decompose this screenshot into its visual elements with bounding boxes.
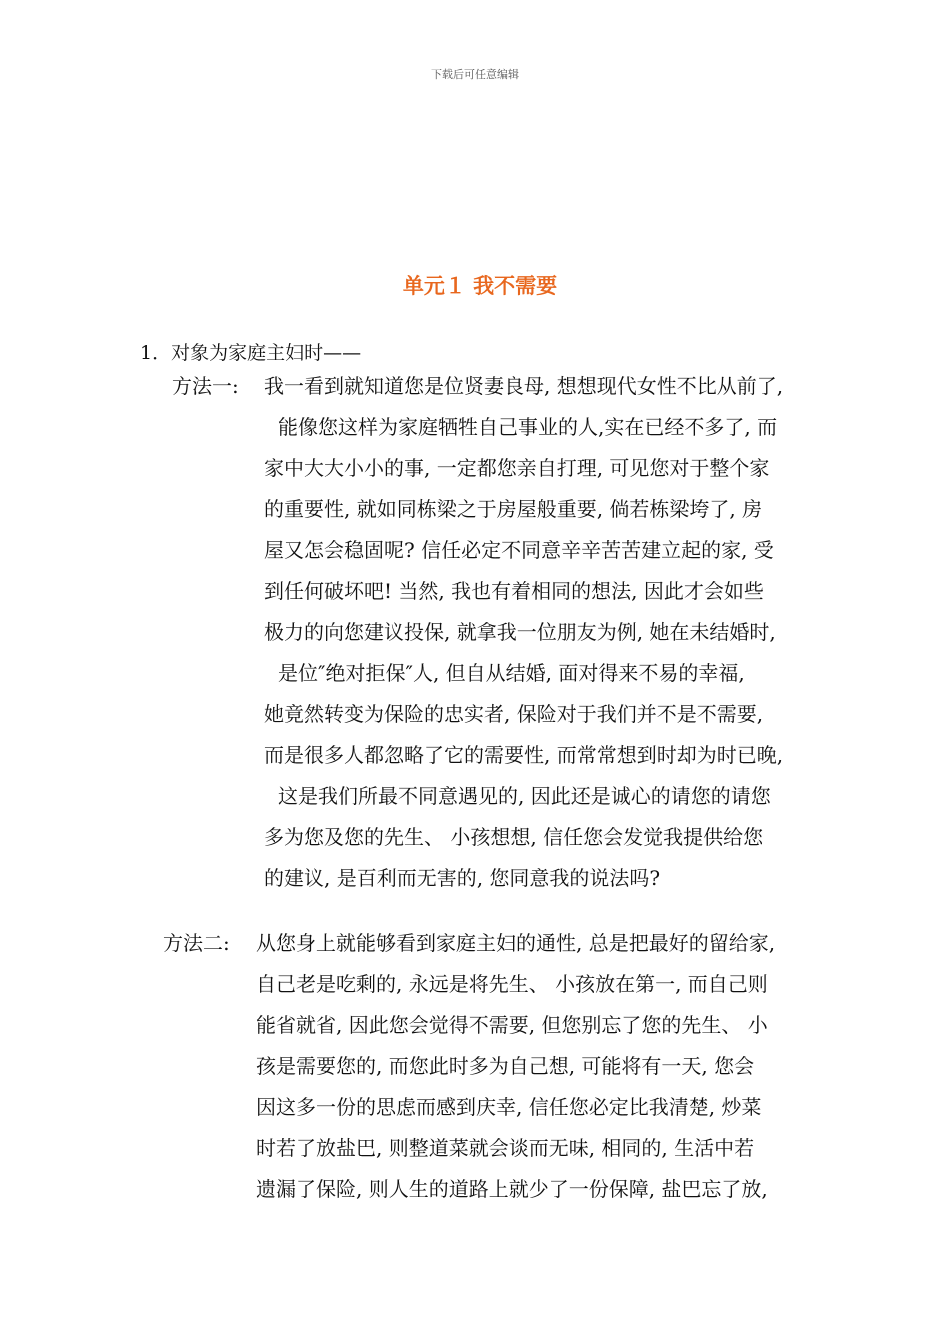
text-line: 家中大大小小的事, 一定都您亲自打理, 可见您对于整个家 [264,456,770,480]
text-line: 能省就省, 因此您会觉得不需要, 但您别忘了您的先生、 小 [256,1013,768,1037]
text-line: 孩是需要您的, 而您此时多为自己想, 可能将有一天, 您会 [256,1054,755,1078]
method-label: 方法二: [163,931,230,955]
text-line: 从您身上就能够看到家庭主妇的通性, 总是把最好的留给家, [256,931,776,955]
text-line: 自己老是吃剩的, 永远是将先生、 小孩放在第一, 而自己则 [256,972,768,996]
text-line: 因这多一份的思虑而感到庆幸, 信任您必定比我清楚, 炒菜 [256,1095,762,1119]
text-line: 是位″绝对拒保″人, 但自从结婚, 面对得来不易的幸福, [278,661,745,685]
text-line: 到任何破坏吧! 当然, 我也有着相同的想法, 因此才会如些 [264,579,764,603]
text-line: 遗漏了保险, 则人生的道路上就少了一份保障, 盐巴忘了放, [256,1177,768,1201]
text-line: 屋又怎会稳固呢? 信任必定不同意辛辛苦苦建立起的家, 受 [264,538,774,562]
text-line: 她竟然转变为保险的忠实者, 保险对于我们并不是不需要, [264,702,764,726]
text-line: 能像您这样为家庭牺牲自己事业的人,实在已经不多了, 而 [278,415,778,439]
section-heading: 1．对象为家庭主妇时—— [140,342,362,364]
method-label: 方法一: [172,374,239,398]
text-line: 时若了放盐巴, 则整道菜就会谈而无味, 相同的, 生活中若 [256,1136,755,1160]
text-line: 的重要性, 就如同栋梁之于房屋般重要, 倘若栋梁垮了, 房 [264,497,763,521]
text-line: 的建议, 是百利而无害的, 您同意我的说法吗? [264,866,661,890]
unit-title: 单元１ 我不需要 [402,274,558,298]
text-line: 多为您及您的先生、 小孩想想, 信任您会发觉我提供给您 [264,825,764,849]
text-line: 而是很多人都忽略了它的需要性, 而常常想到时却为时已晚, [264,743,784,767]
text-line: 极力的向您建议投保, 就拿我一位朋友为例, 她在未结婚时, [264,620,776,644]
text-line: 这是我们所最不同意遇见的, 因此还是诚心的请您的请您 [278,784,771,808]
header-note: 下载后可任意编辑 [431,68,519,81]
text-line: 我一看到就知道您是位贤妻良母, 想想现代女性不比从前了, [264,374,784,398]
